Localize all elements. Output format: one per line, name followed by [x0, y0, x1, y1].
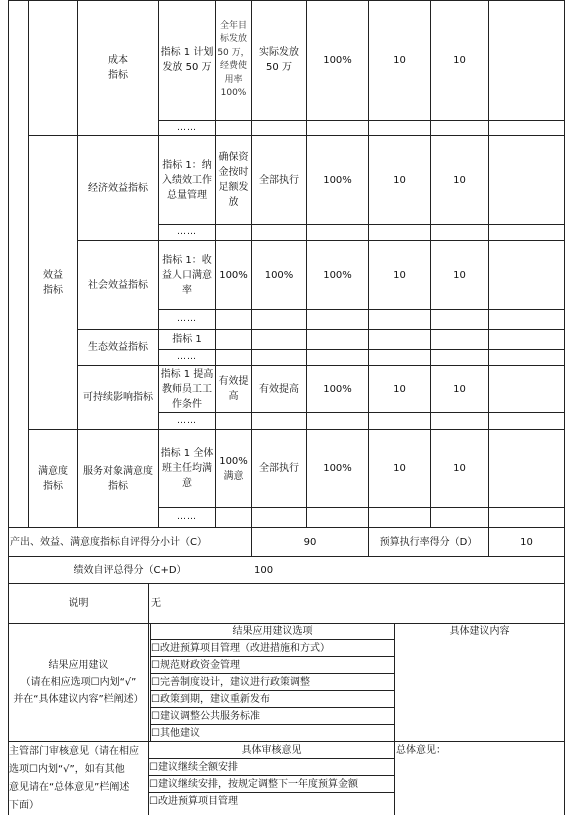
- grid-line: [158, 224, 565, 225]
- review-option[interactable]: ☐改进预算项目管理: [149, 795, 238, 807]
- total-score-value: 100: [254, 564, 274, 576]
- note-label: 说明: [68, 598, 89, 609]
- satisfaction-ellipsis: ……: [177, 512, 197, 522]
- sustainable-weight: 10: [393, 383, 406, 395]
- ecological-indicator: 指标 1: [172, 334, 202, 345]
- satisfaction-ratio: 100%: [323, 463, 352, 474]
- cost-actual: 实际发放 50 万: [259, 47, 299, 73]
- satisfaction-indicator: 指标 1 全体 班主任均满 意: [160, 448, 214, 489]
- benefit-group-label: 效益 指标: [43, 269, 63, 296]
- cost-ellipsis: ……: [177, 122, 197, 133]
- satisfaction-group-label: 满意度 指标: [38, 465, 68, 492]
- economic-ellipsis: ……: [177, 227, 197, 237]
- satisfaction-category: 服务对象满意度 指标: [83, 465, 153, 492]
- sustainable-ellipsis: ……: [177, 415, 197, 426]
- review-option[interactable]: ☐建议继续安排，按规定调整下一年度预算金额: [149, 778, 358, 790]
- application-option[interactable]: ☐改进预算项目管理（改进措施和方式）: [151, 642, 330, 654]
- cost-category: 成本 指标: [108, 54, 128, 81]
- cost-ratio: 100%: [323, 54, 352, 66]
- sustainable-actual: 有效提高: [259, 383, 299, 395]
- sustainable-category: 可持续影响指标: [83, 392, 153, 403]
- grid-line: [158, 309, 565, 310]
- grid-line: [158, 507, 565, 508]
- grid-line: [158, 120, 565, 121]
- application-option[interactable]: ☐规范财政资金管理: [151, 659, 240, 671]
- social-actual: 100%: [264, 269, 294, 281]
- social-category: 社会效益指标: [88, 279, 148, 291]
- grid-line: [488, 0, 489, 556]
- social-ratio: 100%: [323, 269, 352, 281]
- application-option[interactable]: ☐建议调整公共服务标准: [151, 710, 260, 722]
- review-label: 主管部门审核意见（请在相应 选项☐内划“√”，如有其他 意见请在“总体意见”栏阐述 下面）: [9, 746, 139, 811]
- cost-indicator: 指标 1 计划 发放 50 万: [160, 47, 214, 73]
- ecological-category: 生态效益指标: [88, 342, 148, 353]
- economic-ratio: 100%: [323, 174, 352, 186]
- social-indicator: 指标 1：收 益人口满意 率: [162, 254, 212, 296]
- grid-line: [158, 412, 565, 413]
- subtotal-value: 90: [303, 536, 317, 548]
- application-option[interactable]: ☐完善制度设计，建议进行政策调整: [151, 676, 310, 688]
- satisfaction-target: 100% 满意: [219, 455, 248, 482]
- sustainable-score: 10: [453, 383, 466, 395]
- application-option[interactable]: ☐政策到期，建议重新发布: [151, 693, 270, 705]
- application-content-header: 具体建议内容: [449, 626, 510, 637]
- satisfaction-actual: 全部执行: [259, 463, 299, 474]
- grid-line: [394, 623, 395, 815]
- social-ellipsis: ……: [177, 314, 197, 324]
- cost-score: 10: [453, 54, 466, 66]
- review-header: 具体审核意见: [241, 744, 302, 756]
- grid-line: [564, 0, 565, 815]
- budget-execution-label: 预算执行率得分（D）: [379, 536, 478, 548]
- sustainable-indicator: 指标 1 提高 教师员工工 作条件: [160, 368, 214, 410]
- ecological-ellipsis: ……: [177, 352, 197, 362]
- satisfaction-score: 10: [453, 463, 466, 474]
- total-score-label: 绩效自评总得分（C+D）: [73, 564, 187, 576]
- cost-weight: 10: [393, 54, 406, 66]
- social-score: 10: [453, 269, 466, 281]
- review-overall-label: 总体意见：: [396, 744, 446, 756]
- economic-indicator: 指标 1：纳 入绩效工作 总量管理: [162, 159, 212, 201]
- note-value: 无: [151, 598, 161, 609]
- economic-category: 经济效益指标: [88, 182, 148, 194]
- economic-actual: 全部执行: [259, 174, 299, 186]
- review-option[interactable]: ☐建议继续全额安排: [149, 761, 238, 773]
- budget-execution-value: 10: [520, 536, 533, 548]
- satisfaction-weight: 10: [393, 463, 406, 474]
- economic-weight: 10: [393, 174, 406, 186]
- social-target: 100%: [219, 269, 248, 281]
- sustainable-ratio: 100%: [323, 383, 352, 395]
- economic-score: 10: [453, 174, 466, 186]
- grid-line: [158, 349, 565, 350]
- application-options-header: 结果应用建议选项: [232, 626, 313, 637]
- application-option[interactable]: ☐其他建议: [151, 727, 200, 739]
- application-label: 结果应用建议 （请在相应选项☐内划“√” 并在“具体建议内容”栏阐述）: [13, 660, 144, 705]
- subtotal-label: 产出、效益、满意度指标自评得分小计（C）: [10, 536, 207, 548]
- sustainable-target: 有效提 高: [218, 376, 249, 402]
- cost-target: 全年目 标发放 50 万， 经费使 用率 100%: [217, 20, 250, 98]
- economic-target: 确保资 金按时 足额发 放: [218, 152, 249, 208]
- social-weight: 10: [393, 269, 406, 281]
